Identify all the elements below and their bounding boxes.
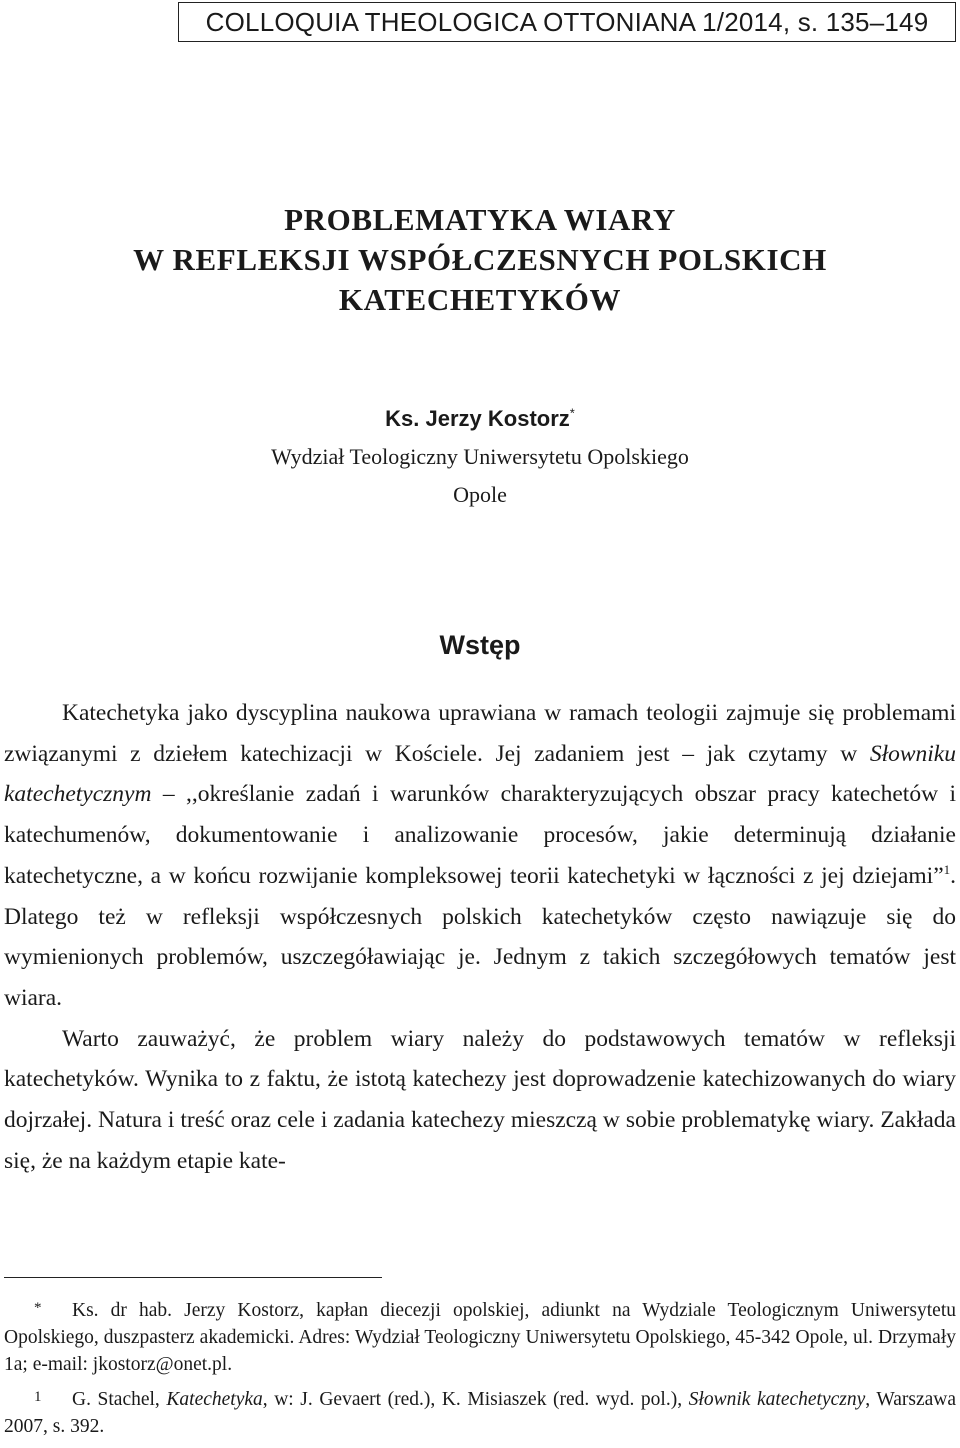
footnote-1-text-c: , Warszawa 2007, s. 392. xyxy=(4,1389,956,1437)
body-text xyxy=(4,693,956,1181)
title-line-1: PROBLEMATYKA WIARY xyxy=(284,202,676,237)
author-block xyxy=(0,400,960,514)
section-heading: Wstęp xyxy=(439,630,521,660)
author-name xyxy=(0,400,960,438)
footnote-ref-1[interactable]: 1 xyxy=(943,861,951,877)
footnote-1-italic-b: Słownik katechetyczny xyxy=(688,1389,866,1410)
paragraph-1 xyxy=(4,693,956,1019)
footnote-1-italic-a: Katechetyka xyxy=(166,1389,263,1410)
footnote-author xyxy=(4,1297,956,1378)
title-line-3: KATECHETYKÓW xyxy=(338,282,622,317)
author-name-text: Ks. Jerzy Kostorz xyxy=(385,406,570,431)
footnote-1 xyxy=(4,1386,956,1440)
paragraph-2: Warto zauważyć, że problem wiary należy do podstawowych tematów w refleksji katechetyków. Wynika to z faktu, że istotą katechezy jest doprowadzenie katechizowanych do wiary dojrzałej. Natura i treść oraz cele i zadania katechezy mieszczą w sobie problematykę wiary. Zakłada się, że na każdym etapie kate- xyxy=(4,1025,956,1174)
author-affiliation: Wydział Teologiczny Uniwersytetu Opolskiego xyxy=(271,444,689,469)
footnote-divider xyxy=(4,1277,382,1278)
journal-header xyxy=(178,2,956,42)
title-line-2: W REFLEKSJI WSPÓŁCZESNYCH POLSKICH xyxy=(133,242,827,277)
author-city: Opole xyxy=(453,482,507,507)
paragraph-1-text-a: Katechetyka jako dyscyplina naukowa uprawiana w ramach teologii zajmuje się problemami związanymi z dziełem katechizacji w Kościele. Jej zadaniem jest – jak czytamy w xyxy=(4,700,956,767)
paragraph-1-text-c: . Dlatego też w refleksji współczesnych polskich katechetyków często nawiązuje się do wymienionych problemów, uszczegóławiając je. Jednym z takich szczegółowych tematów jest wiara. xyxy=(4,862,956,1011)
footnote-1-mark: 1 xyxy=(34,1389,42,1405)
author-footnote-mark[interactable]: * xyxy=(569,405,575,421)
footnotes xyxy=(4,1297,956,1440)
footnote-author-mark: * xyxy=(34,1300,42,1316)
footnote-author-text: Ks. dr hab. Jerzy Kostorz, kapłan diecezji opolskiej, adiunkt na Wydziale Teologicznym Uniwersytetu Opolskiego, duszpasterz akademicki. Adres: Wydział Teologiczny Uniwersytetu Opolskiego, 45-342 Opole, ul. Drzymały 1a; e-mail: jkostorz@onet.pl. xyxy=(4,1300,956,1375)
journal-header-text: COLLOQUIA THEOLOGICA OTTONIANA 1/2014, s. 135–149 xyxy=(205,6,929,37)
footnote-1-text-a: G. Stachel, xyxy=(72,1389,167,1410)
paragraph-1-text-b: – ,,określanie zadań i warunków charakteryzujących obszar pracy katechetów i katechumenów, dokumentowanie i analizowanie procesów, jakie determinują działanie katechetyczne, a w końcu rozwijanie kompleksowej teorii katechetyki w łączności z jej dziejami” xyxy=(4,781,956,889)
article-title xyxy=(0,200,960,320)
footnote-1-text-b: , w: J. Gevaert (red.), K. Misiaszek (red. wyd. pol.), xyxy=(262,1389,689,1410)
paragraph-1-italic: Słowniku katechetycznym xyxy=(4,740,956,808)
